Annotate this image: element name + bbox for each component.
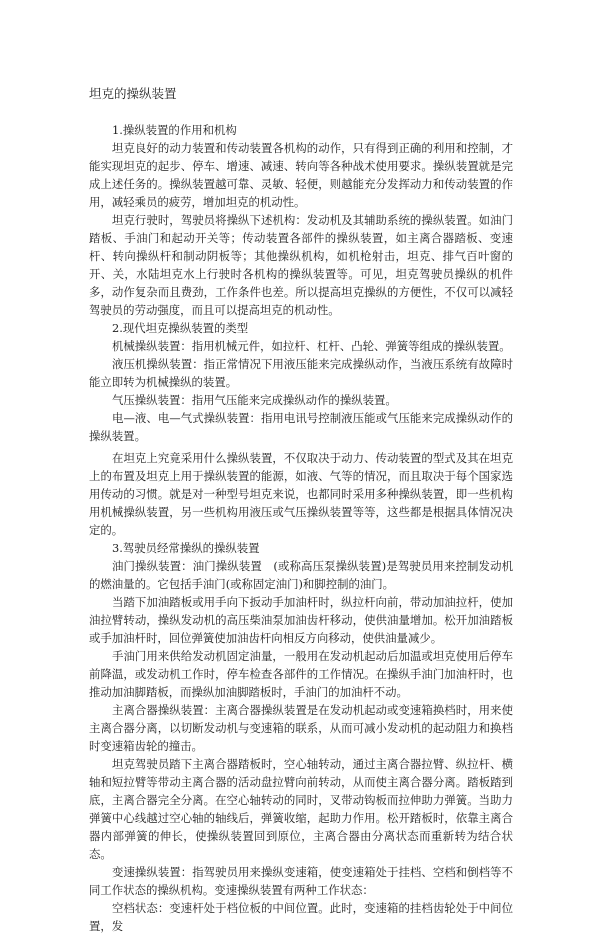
body-paragraph: 油门操纵装置：油门操纵装置 (或称高压泵操纵装置)是驾驶员用来控制发动机的燃油量的。它包括手油门(或称固定油门)和脚控制的油门。 (89, 559, 513, 591)
body-paragraph: 气压操纵装置：指用气压能来完成操纵动作的操纵装置。 (112, 393, 397, 407)
body-paragraph: 当踏下加油踏板或用手向下扳动手加油杆时，纵拉杆向前，带动加油拉杆，使加油拉臂转动，操纵发动机的高压柴油泵加油齿杆移动，使供油量增加。松开加油踏板或手加油杆时，回位弹簧使加油齿杆向相反方向移动，使供油量减少。 (89, 595, 513, 645)
body-paragraph: 变速操纵装置：指驾驶员用来操纵变速箱，使变速箱处于挂档、空档和倒档等不同工作状态的操纵机构。变速操纵装置有两种工作状态： (89, 865, 513, 897)
body-paragraph: 电—液、电—气式操纵装置：指用电讯号控制液压能或气压能来完成操纵动作的操纵装置。 (89, 411, 513, 443)
document-title: 坦克的操纵装置 (89, 86, 177, 101)
section-heading: 1.操纵装置的作用和机构 (112, 123, 237, 137)
section-heading: 3.驾驶员经常操纵的操纵装置 (112, 541, 260, 555)
document-body (89, 121, 513, 935)
body-paragraph: 机械操纵装置：指用机械元件，如拉杆、杠杆、凸轮、弹簧等组成的操纵装置。 (112, 339, 511, 353)
body-paragraph: 空档状态：变速杆处于档位板的中间位置。此时，变速箱的挂档齿轮处于中间位置，发 (89, 901, 513, 933)
section-heading: 2.现代坦克操纵装置的类型 (112, 321, 249, 335)
body-paragraph: 主离合器操纵装置：主离合器操纵装置是在发动机起动或变速箱换档时，用来使主离合器分离，以切断发动机与变速箱的联系，从而可减小发动机的起动阻力和换档时变速箱齿轮的撞击。 (89, 703, 513, 753)
body-paragraph: 坦克驾驶员踏下主离合器踏板时，空心轴转动，通过主离合器拉臂、纵拉杆、横轴和短拉臂等带动主离合器的活动盘拉臂向前转动，从而使主离合器分离。踏板踏到底，主离合器完全分离。在空心轴转动的同时，叉带动钩板而拉伸助力弹簧。当助力弹簧中心线越过空心轴的轴线后，弹簧收缩，起助力作用。松开踏板时，依靠主离合器内部弹簧的伸长，使操纵装置回到原位，主离合器由分离状态而重新转为结合状态。 (89, 757, 513, 861)
body-paragraph: 手油门用来供给发动机固定油量，一般用在发动机起动后加温或坦克使用后停车前降温，或发动机工作时，停车检查各部件的工作情况。在操纵手油门加油杆时，也推动加油脚踏板，而操纵加油脚踏板时，手油门的加油杆不动。 (89, 649, 513, 699)
document-page (89, 85, 513, 935)
body-paragraph: 坦克良好的动力装置和传动装置各机构的动作，只有得到正确的利用和控制，才能实现坦克的起步、停车、增速、减速、转向等各种战术使用要求。操纵装置就是完成上述任务的。操纵装置越可靠、灵敏、轻便，则越能充分发挥动力和传动装置的作用，减轻乘员的疲劳，增加坦克的机动性。 (89, 141, 513, 209)
body-paragraph: 在坦克上究竟采用什么操纵装置，不仅取决于动力、传动装置的型式及其在坦克上的布置及坦克上用于操纵装置的能源，如液、气等的情况，而且取决于每个国家选用传动的习惯。就是对一种型号坦克来说，也都同时采用多种操纵装置，即一些机构用机械操纵装置，另一些机构用液压或气压操纵装置等等，这些都是根据具体情况决定的。 (89, 451, 513, 537)
body-paragraph: 坦克行驶时，驾驶员将操纵下述机构：发动机及其辅助系统的操纵装置。如油门踏板、手油门和起动开关等；传动装置各部件的操纵装置，如主离合器踏板、变速杆、转向操纵杆和制动阴板等；其他操纵机构，如机枪射击，坦克、排气百叶窗的开、关，水陆坦克水上行驶时各机构的操纵装置等。可见，坦克驾驶员操纵的机件多，动作复杂而且费劲，工作条件也差。所以提高坦克操纵的方便性，不仅可以减轻驾驶员的劳动强度，而且可以提高坦克的机动性。 (89, 213, 513, 317)
body-paragraph: 液压机操纵装置：指正常情况下用液压能来完成操纵动作，当液压系统有故障时能立即转为机械操纵的装置。 (89, 357, 513, 389)
